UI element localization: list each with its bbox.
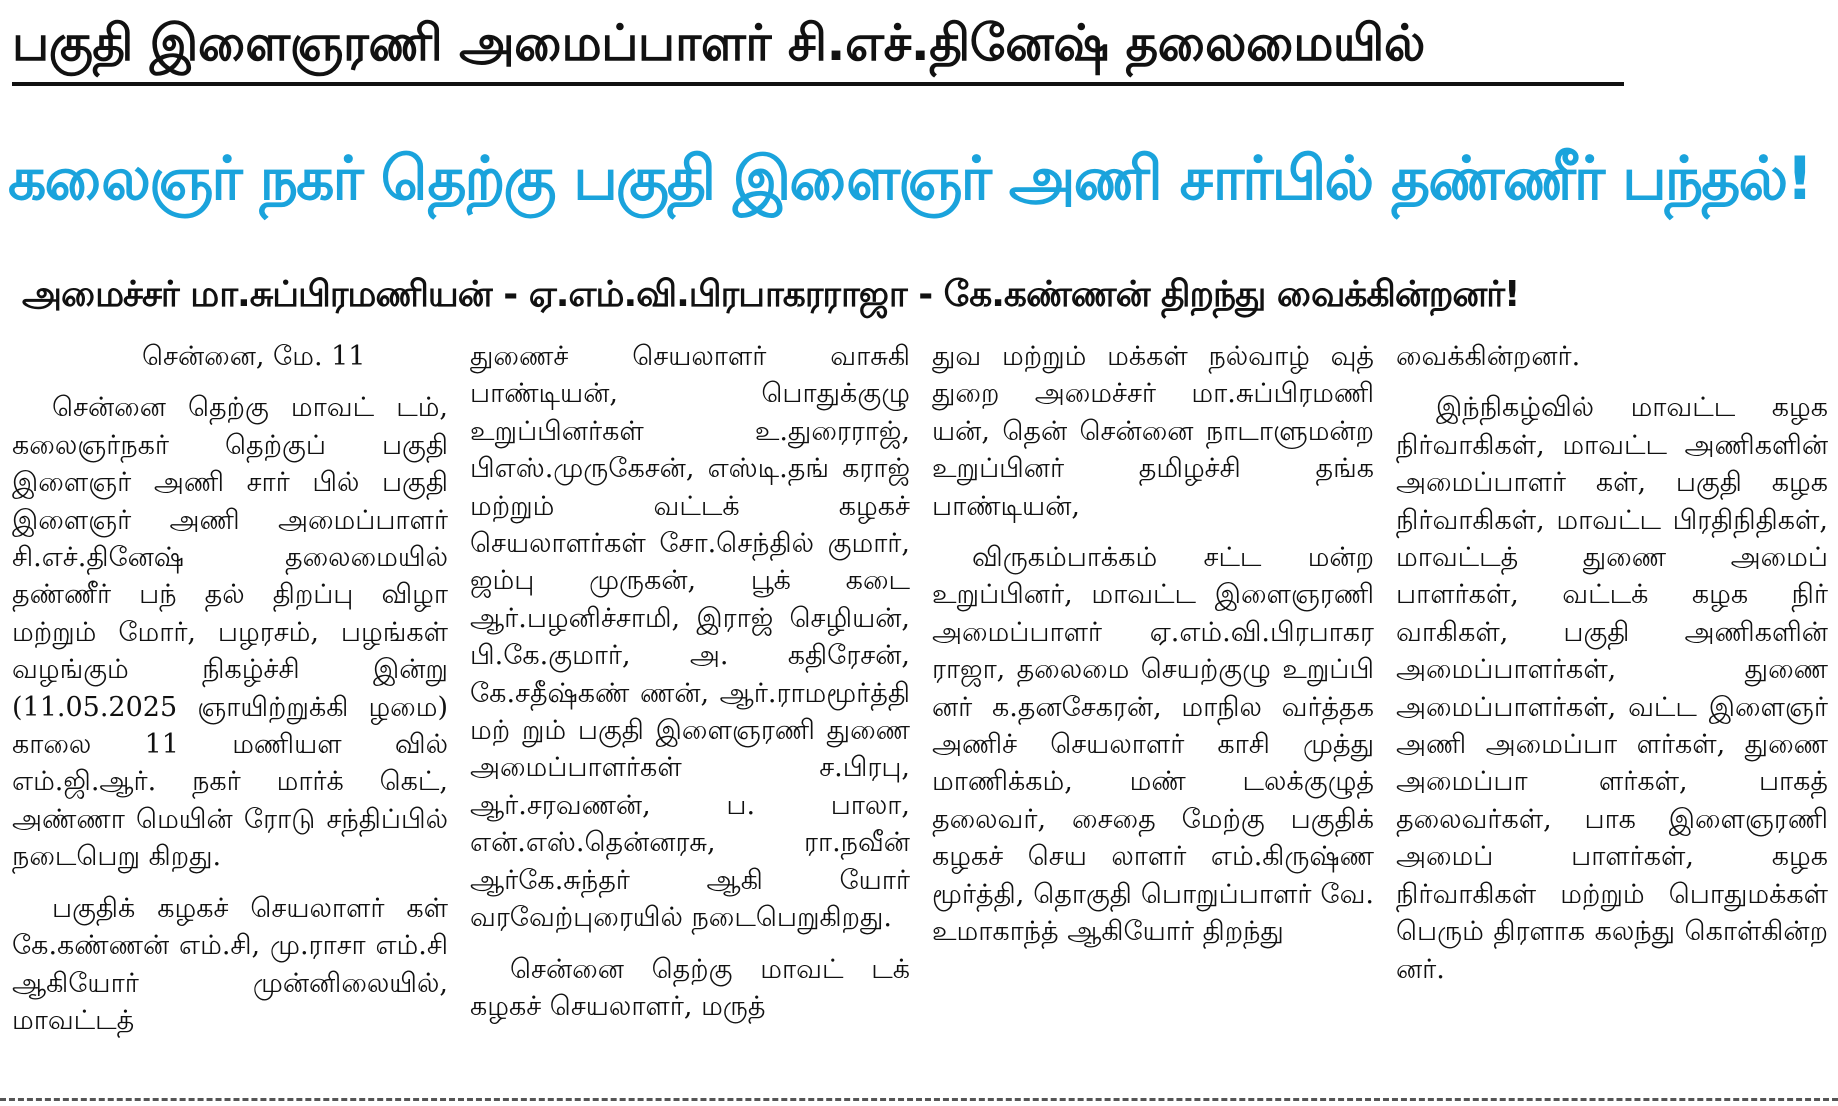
article-column-1 xyxy=(12,338,448,1094)
article-paragraph: துவ மற்றும் மக்கள் நல்வாழ் வுத் துறை அமைச்சர் மா.சுப்பிரமணி யன், தென் சென்னை நாடாளுமன்ற உறுப்பினர் தமிழச்சி தங்க பாண்டியன், xyxy=(932,341,1374,522)
article-paragraph: சென்னை தெற்கு மாவட் டக் கழகச் செயலாளர், மருத் xyxy=(470,953,910,1022)
bottom-dashed-rule xyxy=(0,1098,1838,1101)
article-column-4 xyxy=(1396,338,1828,1094)
article-column-2 xyxy=(470,338,910,1094)
article-paragraph: இந்நிகழ்வில் மாவட்ட கழக நிர்வாகிகள், மாவட்ட அணிகளின் அமைப்பாளர் கள், பகுதி கழக நிர்வாகிகள், மாவட்ட பிரதிநிதிகள், மாவட்டத் துணை அமைப் பாளர்கள், வட்டக் கழக நிர் வாகிகள், பகுதி அணிகளின் அமைப்பாளர்கள், துணை அமைப்பாளர்கள், வட்ட இளைஞர் அணி அமைப்பா ளர்கள், துணை அமைப்பா ளர்கள், பாகத் தலைவர்கள், பாக இளைஞரணி அமைப் பாளர்கள், கழக நிர்வாகிகள் மற்றும் பொதுமக்கள் பெரும் திரளாக கலந்து கொள்கின்ற னர். xyxy=(1396,392,1828,985)
article-paragraph: பகுதிக் கழகச் செயலாளர் கள் கே.கண்ணன் எம்.சி, மு.ராசா எம்.சி ஆகியோர் முன்னிலையில், மாவட்டத் xyxy=(12,892,448,1036)
article-paragraph: சென்னை தெற்கு மாவட் டம், கலைஞர்நகர் தெற்குப் பகுதி இளைஞர் அணி சார் பில் பகுதி இளைஞர் அணி அமைப்பாளர் சி.எச்.தினேஷ் தலைமையில் தண்ணீர் பந் தல் திறப்பு விழா மற்றும் மோர், பழரசம், பழங்கள் வழங்கும் நிகழ்ச்சி இன்று (11.05.2025 ஞாயிற்றுக்கி ழமை) காலை 11 மணியள வில் எம்.ஜி.ஆர். நகர் மார்க் கெட், அண்ணா மெயின் ரோடு சந்திப்பில் நடைபெறு கிறது. xyxy=(12,392,448,873)
kicker-underline xyxy=(12,82,1624,86)
article-column-3 xyxy=(932,338,1374,1094)
kicker-line: பகுதி இளைஞரணி அமைப்பாளர் சி.எச்.தினேஷ் தலைமையில் xyxy=(12,14,1425,72)
subheadline: அமைச்சர் மா.சுப்பிரமணியன் - ஏ.எம்.வி.பிரபாகரராஜா - கே.கண்ணன் திறந்து வைக்கின்றனர்! xyxy=(22,274,1520,315)
article-body xyxy=(0,338,1838,1094)
article-paragraph: விருகம்பாக்கம் சட்ட மன்ற உறுப்பினர், மாவட்ட இளைஞரணி அமைப்பாளர் ஏ.எம்.வி.பிரபாகர ராஜா, தலைமை செயற்குழு உறுப்பி னர் க.தனசேகரன், மாநில வர்த்தக அணிச் செயலாளர் காசி முத்து மாணிக்கம், மண் டலக்குழுத் தலைவர், சைதை மேற்கு பகுதிக் கழகச் செய லாளர் எம்.கிருஷ்ண மூர்த்தி, தொகுதி பொறுப்பாளர் வே. உமாகாந்த் ஆகியோர் திறந்து xyxy=(932,542,1374,948)
dateline: சென்னை, மே. 11 xyxy=(142,341,366,372)
article-paragraph: துணைச் செயலாளர் வாசுகி பாண்டியன், பொதுக்குழு உறுப்பினர்கள் உ.துரைராஜ், பிஎஸ்.முருகேசன், எஸ்டி.தங் கராஜ் மற்றும் வட்டக் கழகச் செயலாளர்கள் சோ.செந்தில் குமார், ஜம்பு முருகன், பூக் கடை ஆர்.பழனிச்சாமி, இராஜ் செழியன், பி.கே.குமார், அ. கதிரேசன், கே.சதீஷ்கண் ணன், ஆர்.ராமமூர்த்தி மற் றும் பகுதி இளைஞரணி துணை அமைப்பாளர்கள் ச.பிரபு, ஆர்.சரவணன், ப. பாலா, என்.எஸ்.தென்னரசு, ரா.நவீன் ஆர்கே.சுந்தர் ஆகி யோர் வரவேற்புரையில் நடைபெறுகிறது. xyxy=(470,341,910,934)
article-paragraph: வைக்கின்றனர். xyxy=(1396,341,1581,372)
headline: கலைஞர் நகர் தெற்கு பகுதி இளைஞர் அணி சார்பில் தண்ணீர் பந்தல்! xyxy=(8,144,1812,214)
